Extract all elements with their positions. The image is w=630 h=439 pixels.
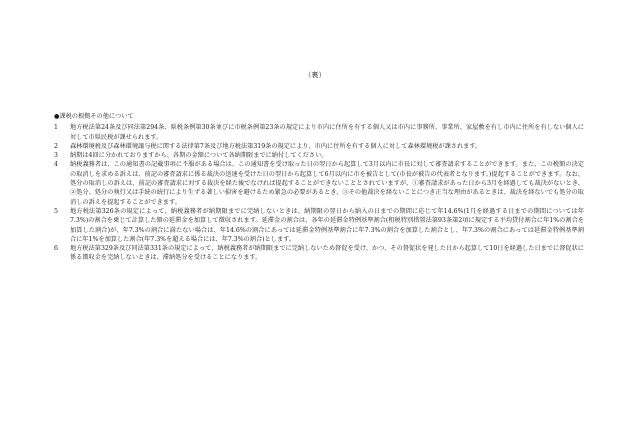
reverse-side-mark: （裏）: [304, 71, 326, 79]
list-item: [54, 160, 584, 206]
section-title: ●課税の根拠その他について: [54, 113, 134, 120]
item-number: 3: [54, 152, 58, 160]
item-text: 地方税法第24条及び同法第294条、県税条例第30条並びに市税条例第23条の規定により市内に住所を有する個人又は市内に事務所、事業所、家屋敷を有し市内に住所を有しない個人に対して市県民税が課せられます。: [70, 124, 584, 141]
item-text: 森林環境税及び森林環境譲与税に関する法律第7条及び地方税法第319条の規定により、市内に住所を有する個人に対して森林環境税が課されます。: [70, 142, 482, 150]
item-text: 納税義務者は、この通知書の記載事項に不服がある場合は、この通知書を受け取った日の翌日から起算して3月以内に市長に対して審査請求することができます。また、この税額の決定の取消しを求める訴えは、前記の審査請求に係る裁決の送達を受けた日の翌日から起算して6月以内に市を被告として(市長が被告の代表者となります。)提起することができます。なお、処分の取消しの訴えは、前記の審査請求に対する裁決を経た後でなければ提起することができないこととされていますが、①審査請求があった日から3月を経過しても裁決がないとき、②処分、処分の執行又は手続の続行により生ずる著しい損害を避けるため緊急の必要があるとき、③その他裁決を経ないことにつき正当な理由があるときは、裁決を経ないでも処分の取消しの訴えを提起することができます。: [70, 161, 584, 206]
list-item: [54, 207, 584, 244]
tax-basis-section: [54, 112, 584, 263]
item-text: 納期は4回に分かれておりますから、各期の金額について各納期限までに納付してください。: [70, 152, 328, 160]
item-number: 5: [54, 207, 58, 215]
item-text: 地方税法第329条及び同法第331条の規定によって、納税義務者が納期限までに完納しないため督促を受け、かつ、その督促状を発した日から起算して10日を経過した日までに督促状に係る徴収金を完納しないときは、滞納処分を受けることになります。: [70, 245, 584, 262]
list-item: [54, 142, 584, 151]
list-item: [54, 151, 584, 160]
item-number: 6: [54, 245, 58, 253]
item-text: 地方税法第326条の規定によって、納税義務者が納期限までに完納しないときは、納期限の翌日から納入の日までの期間に応じて年14.6%(1月を経過する日までの期間については年7.3%)の割合を乗じて計算した額の延滞金を加算して徴収されます。延滞金の割合は、各年の延滞金特例基準割合(租税特別措置法第93条第2項に規定する平均貸付割合に年1%の割合を加算した割合)が、年7.3%の割合に満たない場合は、年14.6%の割合にあっては延滞金特例基準割合に年7.3%の割合を加算した割合とし、年7.3%の割合にあっては延滞金特例基準割合に年1%を加算した割合(年7.3%を超える場合には、年7.3%の割合)とします。: [70, 207, 584, 243]
list-item: [54, 244, 584, 263]
item-number: 1: [54, 124, 58, 132]
list-item: [54, 123, 584, 142]
item-number: 2: [54, 142, 58, 150]
item-number: 4: [54, 161, 58, 169]
